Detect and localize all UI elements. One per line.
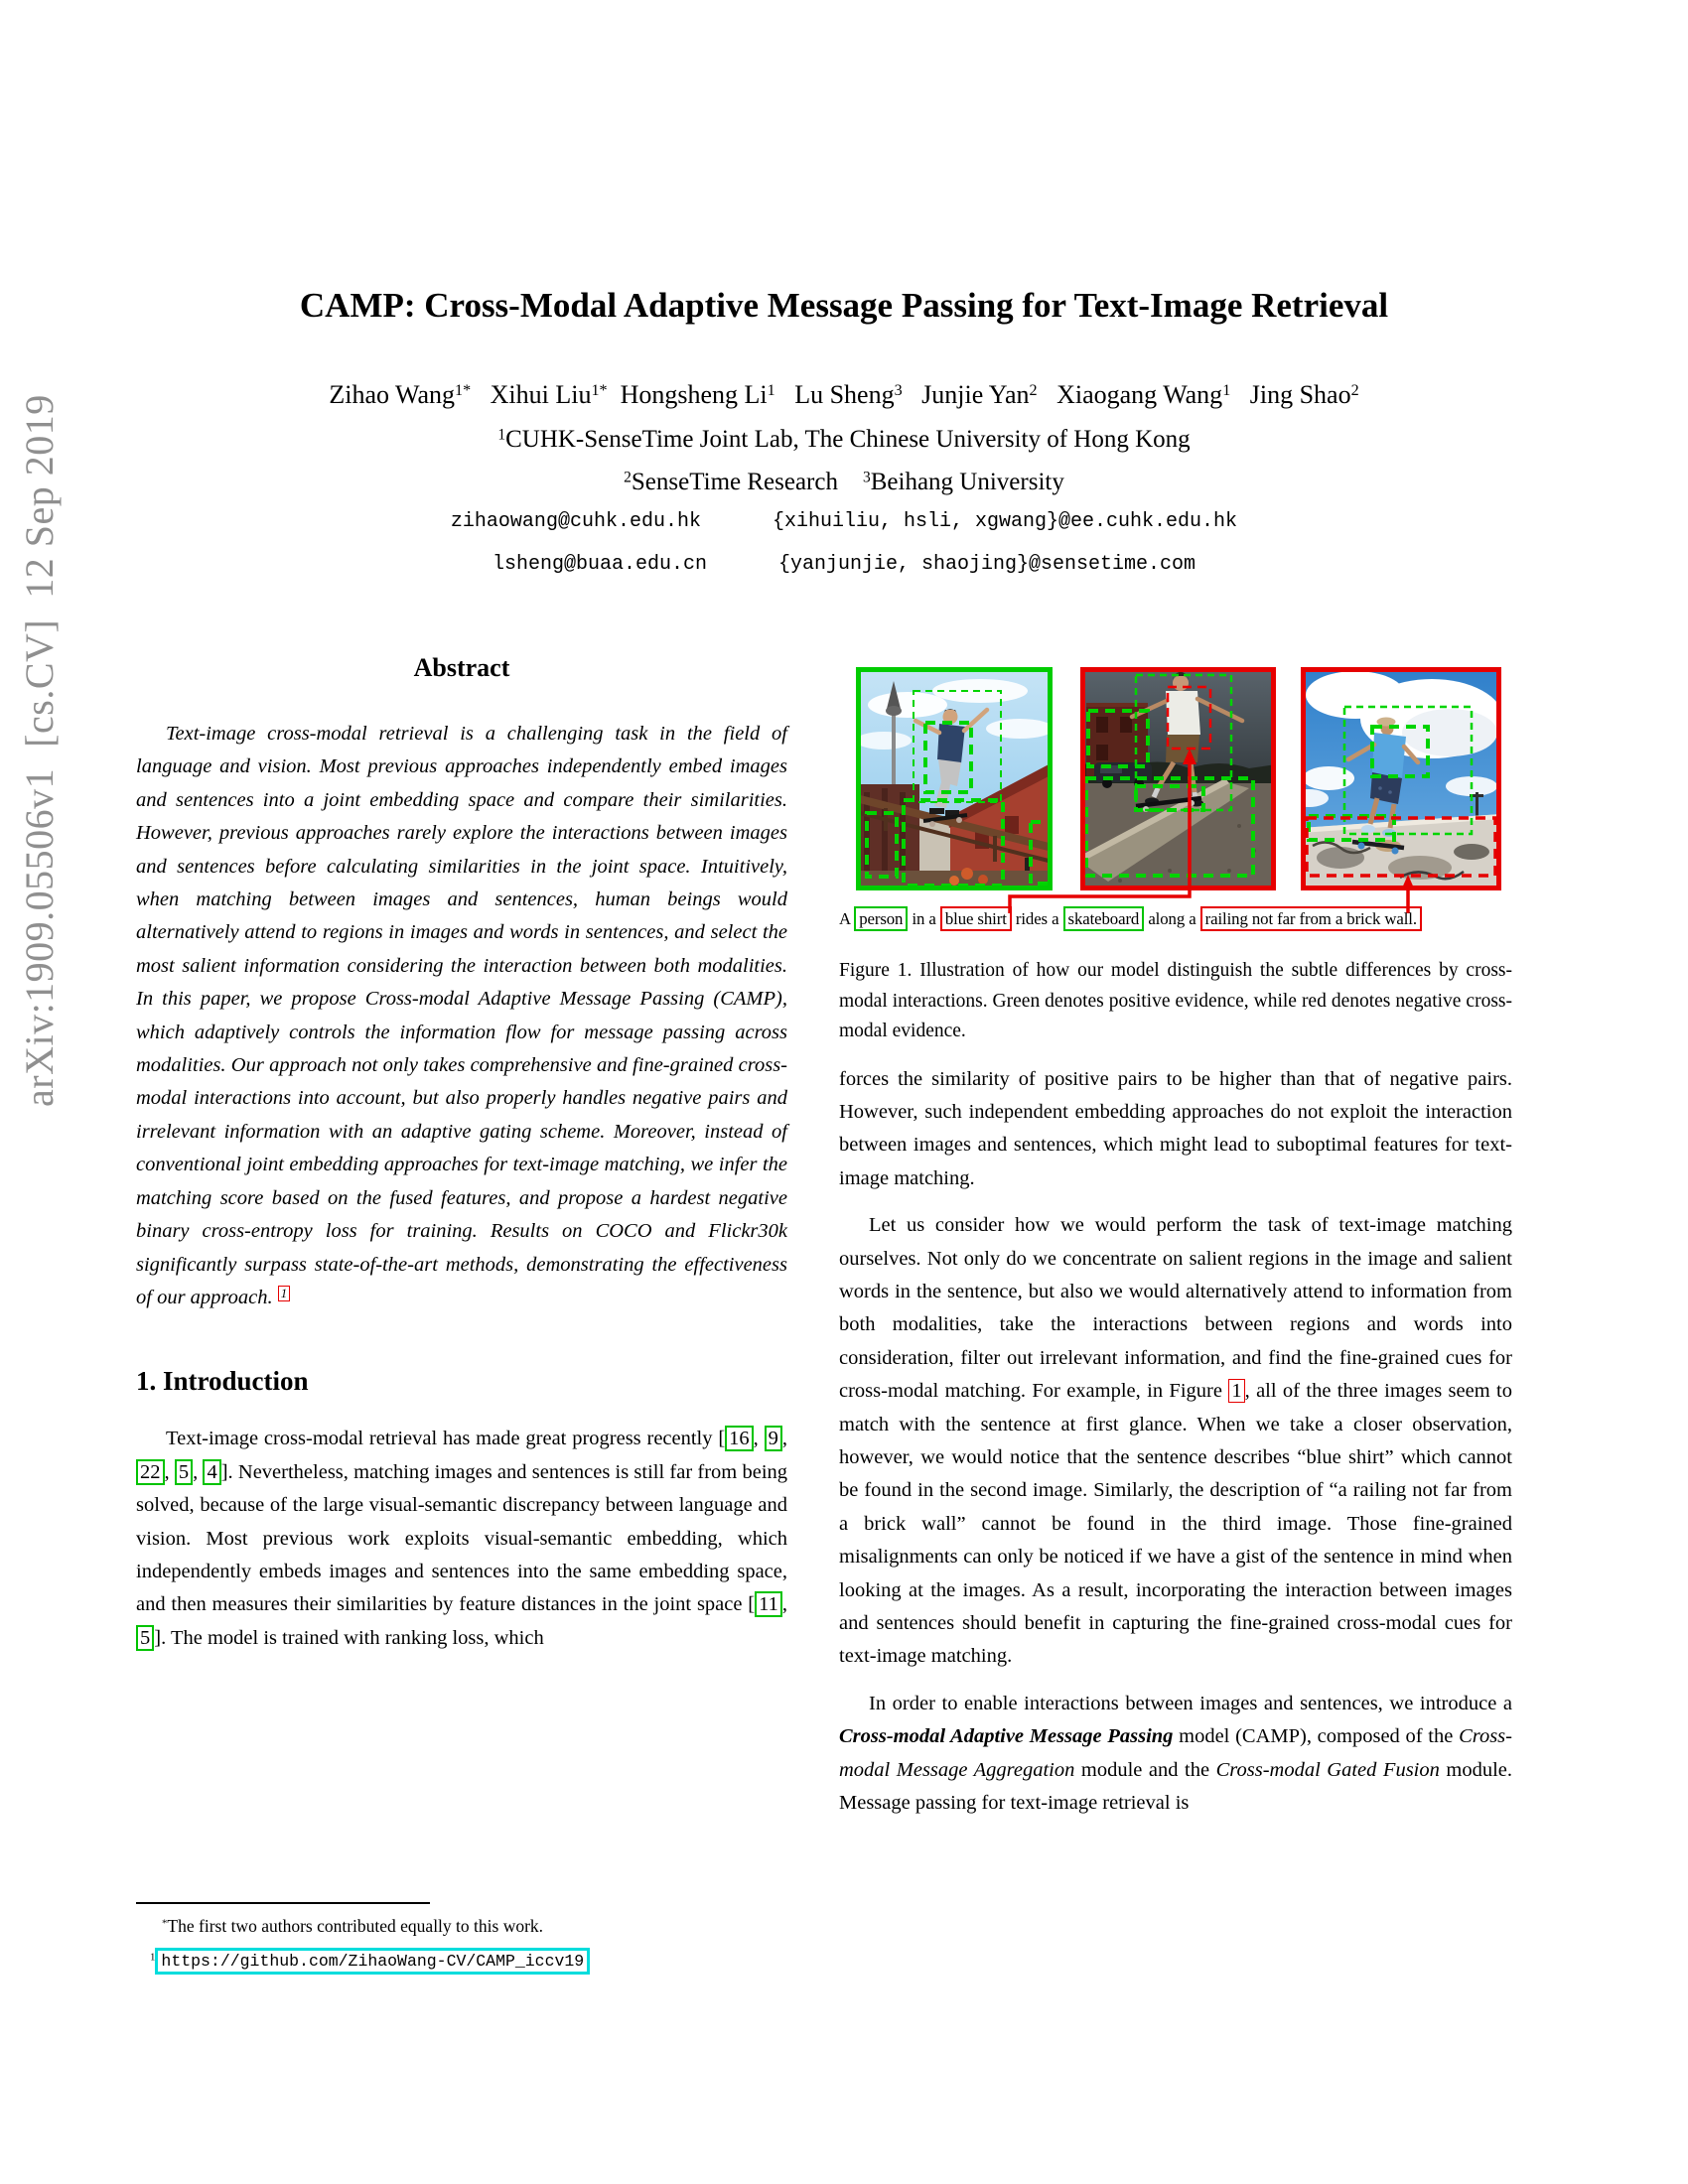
text-segment: rides a bbox=[1011, 909, 1063, 928]
email-line-2: lsheng@buaa.edu.cn {yanjunjie, shaojing}@sensetime.com bbox=[492, 553, 1196, 576]
footnote-equal-contribution bbox=[136, 1913, 787, 1940]
text-segment bbox=[608, 380, 621, 409]
code-repo-link[interactable]: https://github.com/ZihaoWang-CV/CAMP_iccv19 bbox=[155, 1948, 590, 1975]
footnote-rule bbox=[136, 1902, 430, 1904]
paragraph-in-order-to-enable bbox=[839, 1688, 1512, 1821]
text-segment: 5 bbox=[175, 1459, 193, 1485]
text-segment bbox=[903, 380, 922, 409]
abstract-heading: Abstract bbox=[413, 653, 510, 682]
text-segment: in a bbox=[908, 909, 940, 928]
text-segment: Hongsheng Li bbox=[620, 380, 768, 409]
author-line bbox=[0, 380, 1688, 410]
text-segment: 1 bbox=[1228, 1379, 1244, 1403]
text-segment: 5 bbox=[136, 1625, 154, 1651]
text-segment bbox=[1038, 380, 1057, 409]
text-segment: railing not far from a brick wall. bbox=[1200, 906, 1422, 931]
introduction-paragraph bbox=[136, 1423, 787, 1655]
text-segment: , bbox=[193, 1460, 204, 1483]
text-segment: module and the bbox=[1074, 1758, 1216, 1781]
text-segment: CUHK-SenseTime Joint Lab, The Chinese University of Hong Kong bbox=[505, 426, 1191, 453]
text-segment: , bbox=[753, 1428, 765, 1450]
text-segment: Cross-modal Message Aggregation bbox=[839, 1725, 1512, 1781]
text-segment: model (CAMP), composed of the bbox=[1173, 1725, 1460, 1748]
text-segment: along a bbox=[1144, 909, 1200, 928]
text-segment: 1 bbox=[150, 1951, 156, 1964]
text-segment: Beihang University bbox=[870, 469, 1064, 495]
text-segment: In order to enable interactions between images and sentences, we introduce a bbox=[869, 1692, 1512, 1714]
introduction-heading: 1. Introduction bbox=[136, 1366, 309, 1397]
text-segment: 1 bbox=[278, 1286, 290, 1301]
text-segment bbox=[838, 469, 863, 495]
text-segment: Cross-modal Gated Fusion bbox=[1215, 1758, 1440, 1781]
text-segment: Zihao Wang bbox=[329, 380, 456, 409]
text-segment: , bbox=[781, 1428, 788, 1450]
text-segment: Xihui Liu bbox=[490, 380, 592, 409]
footnote-block bbox=[136, 1902, 787, 1981]
text-segment: person bbox=[854, 906, 908, 931]
figure-example-sentence bbox=[839, 909, 1512, 929]
text-segment: Let us consider how we would perform the task of text-image matching ourselves. Not only do we concentrate on salient regions in the image and salient words in the sentence, but also we would alternatively attend to information from both modalities, take the interactions between regions and words into consideration, filter out irrelevant information, and find the fine-grained cues for cross-modal matching. For example, in Figure bbox=[839, 1214, 1512, 1403]
text-segment: , bbox=[781, 1593, 787, 1616]
paragraph-forces-similarity bbox=[839, 1063, 1512, 1196]
text-segment: 22 bbox=[136, 1459, 165, 1485]
text-segment: module. Message passing for text-image retrieval is bbox=[839, 1758, 1513, 1815]
footnote-code-link[interactable] bbox=[136, 1947, 787, 1975]
text-segment: 1* bbox=[591, 381, 608, 399]
text-segment: 3 bbox=[894, 381, 903, 399]
text-segment: 3 bbox=[862, 469, 871, 486]
text-segment: ]. The model is trained with ranking loss, which bbox=[154, 1626, 544, 1649]
text-segment: Text-image cross-modal retrieval is a challenging task in the field of language and vision. Most previous approaches independently embed images and sentences into a joint embedding space and compare their similarities. However, previous approaches rarely explore the interactions between images and sentences before calculating similarities in the joint space. Intuitively, when matching between images and sentences, human beings would alternatively attend to regions in images and words in sentences, and select the most salient information considering the interaction between both modalities. In this paper, we propose Cross-modal Adaptive Message Passing (CAMP), which adaptively controls the information flow for message passing across modalities. Our approach not only takes comprehensive and fine-grained cross-modal interactions into account, but also properly handles negative pairs and irrelevant information with an adaptive gating scheme. Moreover, instead of conventional joint embedding approaches for text-image matching, we infer the matching score based on the fused features, and propose a hardest negative binary cross-entropy loss for training. Results on COCO and Flickr30k significantly surpass state-of-the-art methods, demonstrating the effectiveness of our approach. bbox=[136, 723, 787, 1308]
text-segment: , bbox=[164, 1460, 175, 1483]
text-segment: blue shirt bbox=[940, 906, 1012, 931]
text-segment bbox=[471, 380, 491, 409]
text-segment: 1 bbox=[767, 381, 775, 399]
text-segment: , all of the three images seem to match with the sentence at first glance. When we take a closer observation, however, we would notice that the sentence describes “blue shirt” which cannot be found in the second image. Similarly, the description of “a railing not far from a brick wall” cannot be found in the third image. Those fine-grained misalignments can only be noticed if we have a gist of the sentence in mind when looking at the images. As a result, incorporating the interaction between images and sentences should benefit in capturing the fine-grained cross-modal cues for text-image matching. bbox=[839, 1380, 1512, 1668]
text-segment: Xiaogang Wang bbox=[1056, 380, 1223, 409]
text-segment: Junjie Yan bbox=[921, 380, 1030, 409]
paper-title: CAMP: Cross-Modal Adaptive Message Passing for Text-Image Retrieval bbox=[299, 286, 1389, 325]
text-segment: 9 bbox=[765, 1426, 782, 1451]
text-segment bbox=[1230, 380, 1250, 409]
text-segment: 2 bbox=[1350, 381, 1359, 399]
right-column bbox=[839, 645, 1512, 1820]
text-segment: Text-image cross-modal retrieval has made great progress recently [ bbox=[166, 1428, 726, 1450]
text-segment: * bbox=[162, 1917, 168, 1930]
text-segment: ]. Nevertheless, matching images and sentences is still far from being solved, because of the large visual-semantic discrepancy between language and vision. Most previous work exploits visual-semantic embedding, which independently embeds images and sentences into the same embedding space, and then measures their similarities by feature distances in the joint space [ bbox=[136, 1460, 788, 1616]
text-segment: 2 bbox=[624, 469, 632, 486]
figure1-image-skater-night bbox=[1080, 667, 1276, 890]
text-segment: The first two authors contributed equally to this work. bbox=[167, 1916, 544, 1936]
text-segment: 1* bbox=[455, 381, 472, 399]
text-segment: Cross-modal Adaptive Message Passing bbox=[839, 1725, 1174, 1748]
text-segment: 4 bbox=[203, 1459, 220, 1485]
text-segment bbox=[775, 380, 795, 409]
affiliation-line-2 bbox=[0, 469, 1688, 496]
text-segment: Jing Shao bbox=[1249, 380, 1351, 409]
abstract-text bbox=[136, 718, 787, 1314]
text-segment: 11 bbox=[755, 1591, 782, 1617]
text-segment: 16 bbox=[725, 1426, 754, 1451]
text-segment: skateboard bbox=[1063, 906, 1145, 931]
text-segment: SenseTime Research bbox=[631, 469, 838, 495]
paragraph-let-us-consider bbox=[839, 1209, 1512, 1674]
text-segment: 1 bbox=[1222, 381, 1231, 399]
text-segment: Lu Sheng bbox=[794, 380, 895, 409]
text-segment: forces the similarity of positive pairs to be higher than that of negative pairs. However, such independent embedding approaches do not exploit the interaction between images and sentences, which might lead to suboptimal features for text-image matching. bbox=[839, 1067, 1512, 1189]
affiliation-line-1 bbox=[0, 426, 1688, 454]
text-segment: 2 bbox=[1029, 381, 1038, 399]
text-segment: A bbox=[839, 909, 855, 928]
email-line-1: zihaowang@cuhk.edu.hk {xihuiliu, hsli, xgwang}@ee.cuhk.edu.hk bbox=[450, 510, 1238, 533]
text-segment: 1 bbox=[497, 426, 506, 444]
figure-caption: Figure 1. Illustration of how our model distinguish the subtle differences by cross-modal interactions. Green denotes positive evidence, while red denotes negative cross-modal evidence. bbox=[839, 960, 1512, 1041]
left-column bbox=[136, 635, 787, 2045]
arxiv-banner: arXiv:1909.05506v1 [cs.CV] 12 Sep 2019 bbox=[17, 394, 62, 1107]
figure1-image-skater-railing bbox=[856, 667, 1053, 890]
figure1-image-skater-wall bbox=[1301, 667, 1501, 890]
figure-1 bbox=[839, 645, 1512, 956]
